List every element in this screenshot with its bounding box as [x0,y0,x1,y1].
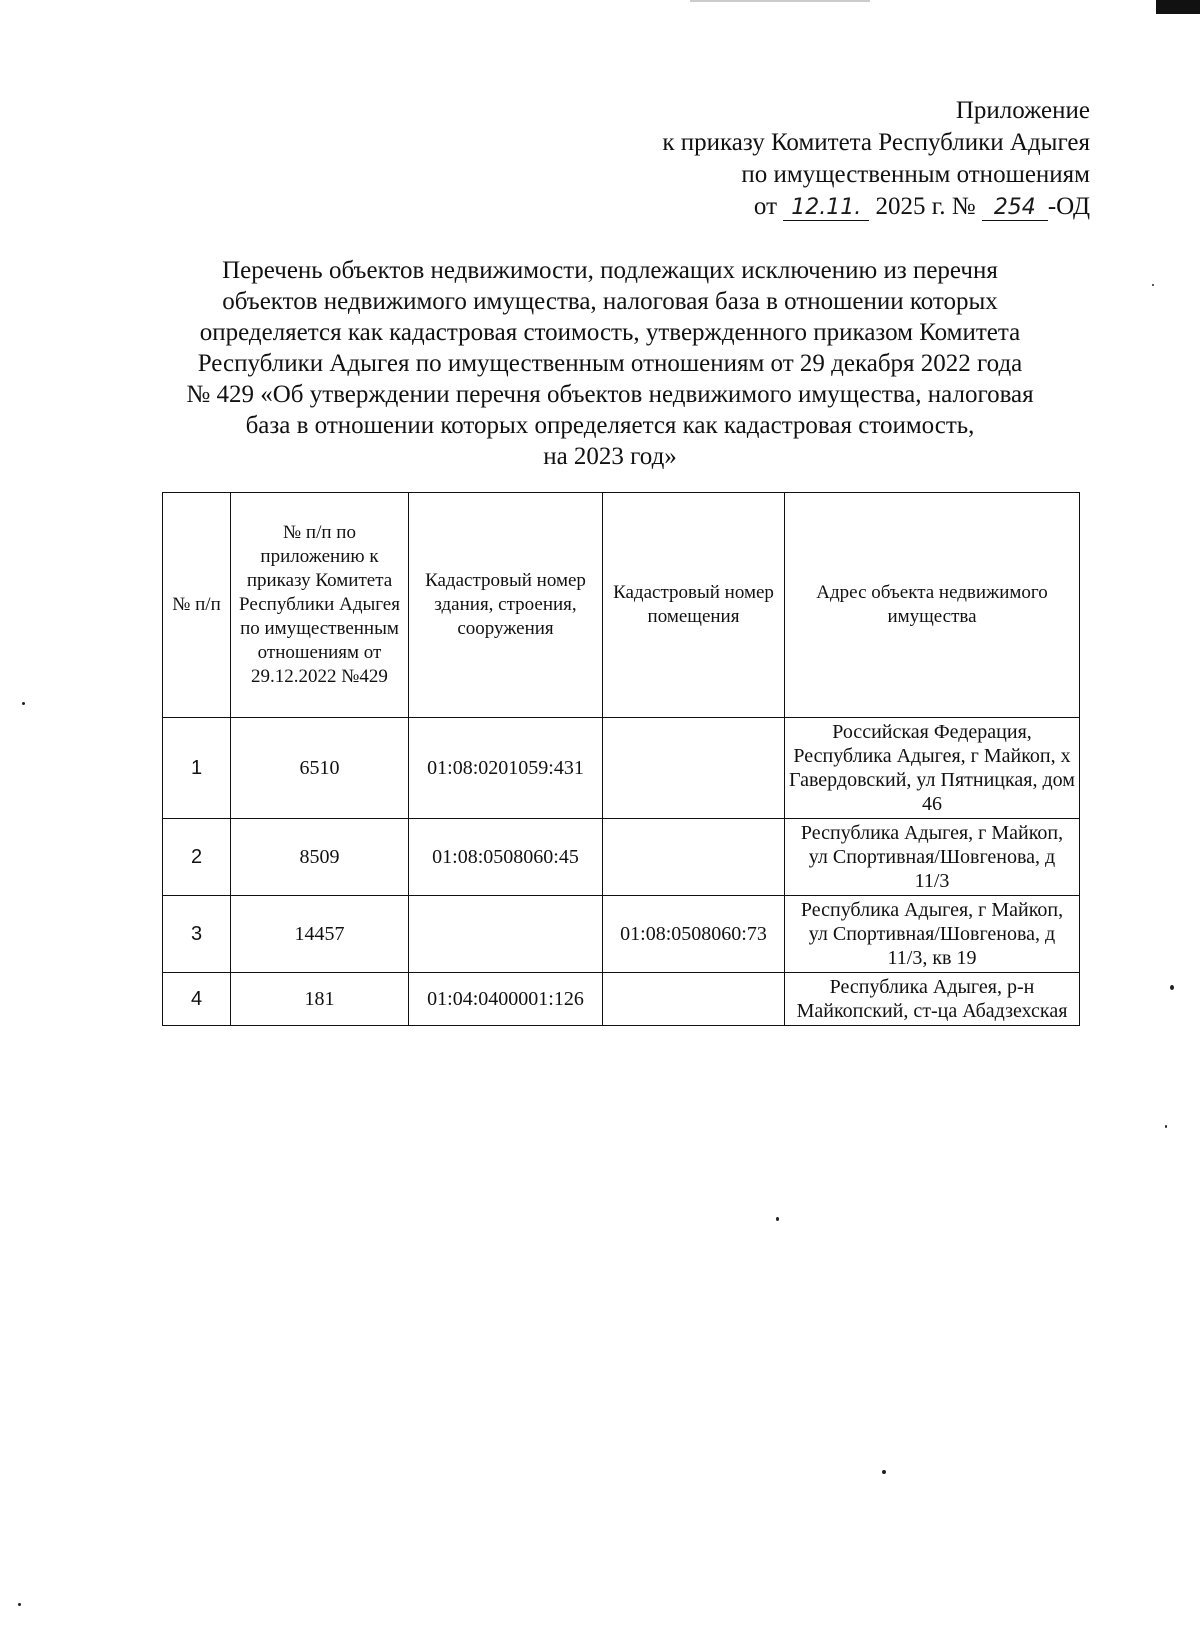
title-line: Республики Адыгея по имущественным отношениям от 29 декабря 2022 года [197,350,1023,377]
scan-speck [1152,284,1154,286]
document-title [160,255,1060,472]
premises-cadastral-number [603,819,785,896]
property-address: Республика Адыгея, г Майкоп, ул Спортивная/Шовгенова, д 11/3 [785,819,1080,896]
property-address: Республика Адыгея, р-н Майкопский, ст-ца Абадзехская [785,973,1080,1026]
header-premises-cadastral: Кадастровый номер помещения [603,493,785,718]
premises-cadastral-number [603,973,785,1026]
title-line: Перечень объектов недвижимости, подлежащих исключению из перечня [222,257,998,284]
table-row [163,896,1080,973]
scan-speck [18,1603,21,1606]
premises-cadastral-number: 01:08:0508060:73 [603,896,785,973]
header-address: Адрес объекта недвижимого имущества [785,493,1080,718]
appendix-date-line [662,191,1090,223]
row-number: 1 [163,718,231,819]
handwritten-date: 12.11. [783,196,869,221]
appendix-order-ref: к приказу Комитета Республики Адыгея [662,129,1090,156]
header-building-cadastral: Кадастровый номер здания, строения, сооружения [409,493,603,718]
scan-edge-mark [1156,0,1200,14]
appendix-number: 14457 [231,896,409,973]
date-prefix: от [753,193,778,220]
scan-speck [1170,985,1174,990]
title-line: объектов недвижимого имущества, налоговая база в отношении которых [222,288,998,315]
date-suffix: 2025 г. № [875,193,976,220]
appendix-label: Приложение [955,97,1090,124]
table-row [163,819,1080,896]
row-number: 3 [163,896,231,973]
table-row [163,973,1080,1026]
scan-speck [1165,1125,1167,1128]
title-line: база в отношении которых определяется как кадастровая стоимость, [245,412,975,439]
title-line: определяется как кадастровая стоимость, утвержденного приказом Комитета [199,319,1021,346]
scan-speck [882,1470,886,1474]
row-number: 4 [163,973,231,1026]
header-appendix-number: № п/п по приложению к приказу Комитета Республики Адыгея по имущественным отношениям от 29.12.2022 №429 [231,493,409,718]
title-line: на 2023 год» [543,443,677,470]
appendix-committee: по имущественным отношениям [741,161,1090,188]
appendix-number: 6510 [231,718,409,819]
property-address: Республика Адыгея, г Майкоп, ул Спортивная/Шовгенова, д 11/3, кв 19 [785,896,1080,973]
appendix-number: 8509 [231,819,409,896]
title-line: № 429 «Об утверждении перечня объектов недвижимого имущества, налоговая [186,381,1034,408]
scan-top-line [690,0,870,2]
building-cadastral-number: 01:04:0400001:126 [409,973,603,1026]
row-number: 2 [163,819,231,896]
scan-speck [776,1217,779,1221]
property-address: Российская Федерация, Республика Адыгея, г Майкоп, х Гавердовский, ул Пятницкая, дом 46 [785,718,1080,819]
premises-cadastral-number [603,718,785,819]
scan-speck [22,702,25,705]
building-cadastral-number [409,896,603,973]
handwritten-order-number: 254 [982,196,1048,221]
building-cadastral-number: 01:08:0508060:45 [409,819,603,896]
header-row-number: № п/п [163,493,231,718]
building-cadastral-number: 01:08:0201059:431 [409,718,603,819]
table-header-row [163,493,1080,718]
property-table [162,492,1080,1026]
table-row [163,718,1080,819]
order-suffix: -ОД [1047,193,1090,220]
appendix-number: 181 [231,973,409,1026]
appendix-header [662,95,1090,223]
